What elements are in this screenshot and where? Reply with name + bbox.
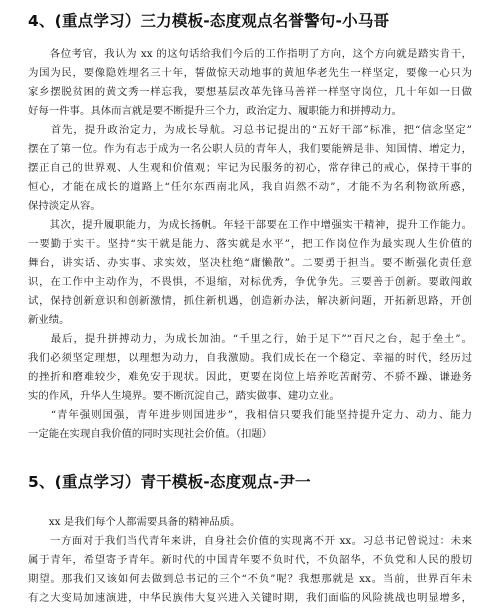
section-5-heading: 5、(重点学习）青干模板-态度观点-尹一 bbox=[28, 473, 311, 491]
body-line: 摆在了第一位。作为有志于成为一名公职人员的青年人，我们要能辨是非、知国情、增定力， bbox=[28, 143, 472, 155]
section-5-body bbox=[28, 513, 472, 608]
body-line: 我们必须坚定理想，以理想为动力，自我激励。我们成长在一个稳定、幸福的时代，经历过 bbox=[28, 352, 472, 364]
body-line: 实的作风，升华人生境界。要不断沉淀自己，踏实做事、建功立业。 bbox=[28, 390, 340, 402]
section-4-heading: 4、(重点学习）三力模板-态度观点名誉警句-小马哥 bbox=[28, 12, 390, 30]
body-line: 的挫折和磨难较少，难免安于现状。因此，更要在岗位上培养吃苦耐劳、不骄不躁、谦逊务 bbox=[28, 371, 472, 383]
section-4-body bbox=[28, 45, 472, 444]
body-line: 恒心，才能在成长的道路上“任尔东西南北风，我自岿然不动”，才能不为名利物欲所惑， bbox=[28, 181, 472, 193]
body-line: 属于青年，希望寄予青年。新时代的中国青年要不负时代，不负韶华，不负党和人民的殷切 bbox=[28, 554, 472, 566]
body-line: 保持淡定从容。 bbox=[28, 200, 101, 212]
body-line: 摆正自己的世界观、人生观和价值观；牢记为民服务的初心，常存律己的戒心，保持干事的 bbox=[28, 162, 472, 174]
body-line: 最后，提升拼搏动力，为成长加油。“千里之行，始于足下”“百尺之台，起于垒土”。 bbox=[28, 333, 472, 345]
body-line: 期望。那我们又该如何去做到总书记的三个“不负”呢？我想那就是 xx。当前，世界百年未 bbox=[28, 573, 472, 585]
body-line: 试，保持创新意识和创新激情，抓住新机遇，创造新办法，解决新问题，开拓新思路，开创 bbox=[28, 295, 472, 307]
body-line: 新业绩。 bbox=[28, 314, 70, 326]
body-line: 舞台，讲实话、办实事、求实效，坚决杜绝“庸懒散”。二要勇于担当。要不断强化责任意 bbox=[28, 257, 472, 269]
body-line: 一要勤于实干。坚持“实干就是能力、落实就是水平”，把工作岗位作为最实现人生价值的 bbox=[28, 238, 472, 250]
body-line: 首先，提升政治定力，为成长导航。习总书记提出的“五好干部”标准，把“信念坚定” bbox=[28, 124, 472, 136]
body-line: 一定能在实现自我价值的同时实现社会价值。（扣题） bbox=[28, 428, 273, 440]
body-line: 其次，提升履职能力，为成长扬帆。年轻干部要在工作中增强实干精神，提升工作能力。 bbox=[28, 219, 472, 231]
body-line: “青年强则国强，青年进步则国进步”，我相信只要我们能坚持提升定力、动力、能力 bbox=[28, 409, 472, 421]
body-line: 好每一件事。具体而言就是要不断提升三个力，政治定力、履职能力和拼搏动力。 bbox=[28, 105, 403, 117]
body-line: 识，在工作中主动作为，不畏惧，不退缩，对标优秀，争优争先。三要善于创新。要敢闯敢 bbox=[28, 276, 472, 288]
body-line: xx 是我们每个人都需要具备的精神品质。 bbox=[28, 516, 241, 528]
body-line: 有之大变局加速演进，中华民族伟大复兴进入关键时期，我们面临的风险挑战也明显增多， bbox=[28, 592, 472, 604]
body-line: 家乡摆脱贫困的黄文秀一样忘我，要想基层改革先锋马善祥一样坚守岗位，几十年如一日做 bbox=[28, 86, 472, 98]
body-line: 各位考官，我认为 xx 的这句话给我们今后的工作指明了方向，这个方向就是踏实肯干， bbox=[28, 48, 472, 60]
body-line: 一方面对于我们当代青年来讲，自身社会价值的实现离不开 xx。习总书记曾说过：未来 bbox=[28, 535, 472, 547]
body-line: 为国为民，要像隐姓埋名三十年，誓做惊天动地事的黄旭华老先生一样坚定，要像一心只为 bbox=[28, 67, 472, 79]
